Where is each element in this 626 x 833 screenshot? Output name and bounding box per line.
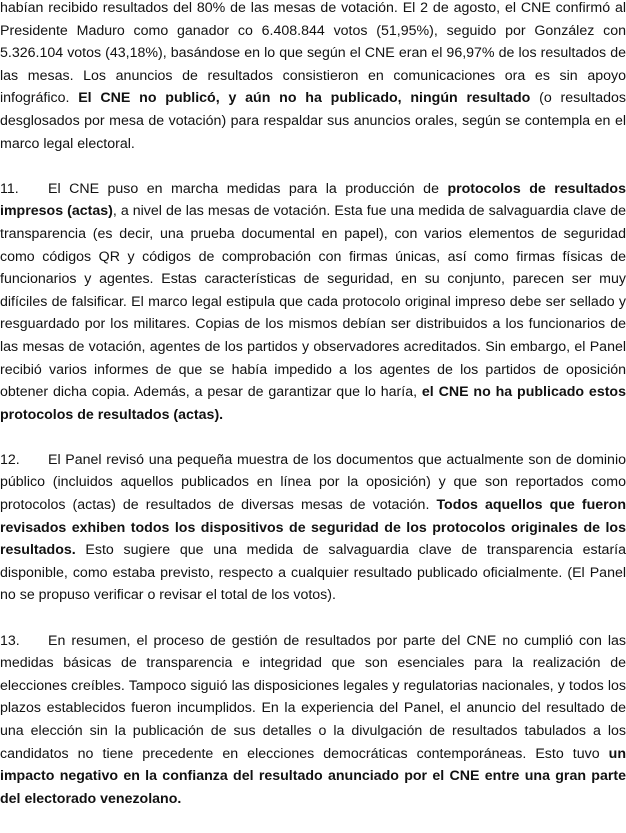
paragraph-bold-text: protocolos de resultados impresos (actas)	[0, 180, 626, 220]
paragraph-text: En resumen, el proceso de gestión de resultados por parte del CNE no cumplió con las medidas básicas de transparencia e integridad que son esenciales para la realización de elecciones creíbles. Tampoco siguió las disposiciones legales y regulatorias nacionales, y todos los plazos establecidos fueron incumplidos. En la experiencia del Panel, el anuncio del resultado de una elección sin la publicación de sus detalles o la divulgación de resultados tabulados a los candidatos no tiene precedente en elecciones democráticas contemporáneas. Esto tuvo	[0, 632, 626, 762]
paragraph-bold-text: El CNE no publicó, y aún no ha publicado, ningún resultado	[78, 90, 531, 107]
paragraph-bold-text: Todos aquellos que fueron revisados exhiben todos los dispositivos de seguridad de los protocolos originales de los resultados.	[0, 497, 626, 559]
paragraph-text: El CNE puso en marcha medidas para la producción de	[48, 180, 448, 197]
paragraph-text: habían recibido resultados del 80% de las mesas de votación. El 2 de agosto, el CNE confirmó al Presidente Maduro como ganador co 6.408.844 votos (51,95%), seguido por González con 5.326.104 votos (43,18%), basándose en lo que según el CNE eran el 96,97% de los resultados de las mesas. Los anuncios de resultados consistieron en comunicaciones ora es sin apoyo infográfico.	[0, 0, 626, 107]
paragraph-text: , a nivel de las mesas de votación. Esta fue una medida de salvaguardia clave de transparencia (es decir, una prueba documental en papel), con varios elementos de seguridad como códigos QR y códigos de comprobación con firmas únicas, así como firmas físicas de funcionarios y agentes. Estas características de seguridad, en su conjunto, parecen ser muy difíciles de falsificar. El marco legal estipula que cada protocolo original impreso debe ser sellado y resguardado por los militares. Copias de los mismos debían ser distribuidos a los funcionarios de las mesas de votación, agentes de los partidos y observadores acreditados. Sin embargo, el Panel recibió varios informes de que se había impedido a los agentes de los partidos de oposición obtener dicha copia. Además, a pesar de garantizar que lo haría,	[0, 203, 626, 401]
paragraph-text: El Panel revisó una pequeña muestra de los documentos que actualmente son de dominio público (incluidos aquellos publicados en línea por la oposición) y que son reportados como protocolos (actas) de resultados de diversas mesas de votación.	[0, 451, 626, 514]
paragraph-text: (o resultados desglosados por mesa de votación) para respaldar sus anuncios orales, según se contempla en el marco legal electoral.	[0, 90, 626, 152]
paragraph-12	[0, 449, 626, 607]
paragraph-13	[0, 630, 626, 811]
paragraph-text: Esto sugiere que una medida de salvaguardia clave de transparencia estaría disponible, como estaba previsto, respecto a cualquier resultado publicado oficialmente. (El Panel no se propuso verificar o revisar el total de los votos).	[0, 542, 626, 604]
paragraph-number: 11.	[0, 180, 19, 197]
paragraph-bold-text: un impacto negativo en la confianza del resultado anunciado por el CNE entre una gran parte del electorado venezolano.	[0, 745, 626, 807]
paragraph-number: 12.	[0, 451, 20, 468]
paragraph-bold-text: el CNE no ha publicado estos protocolos de resultados (actas).	[0, 384, 626, 423]
paragraph-number: 13.	[0, 632, 20, 649]
paragraph-continuation	[0, 0, 626, 155]
paragraph-11	[0, 178, 626, 427]
